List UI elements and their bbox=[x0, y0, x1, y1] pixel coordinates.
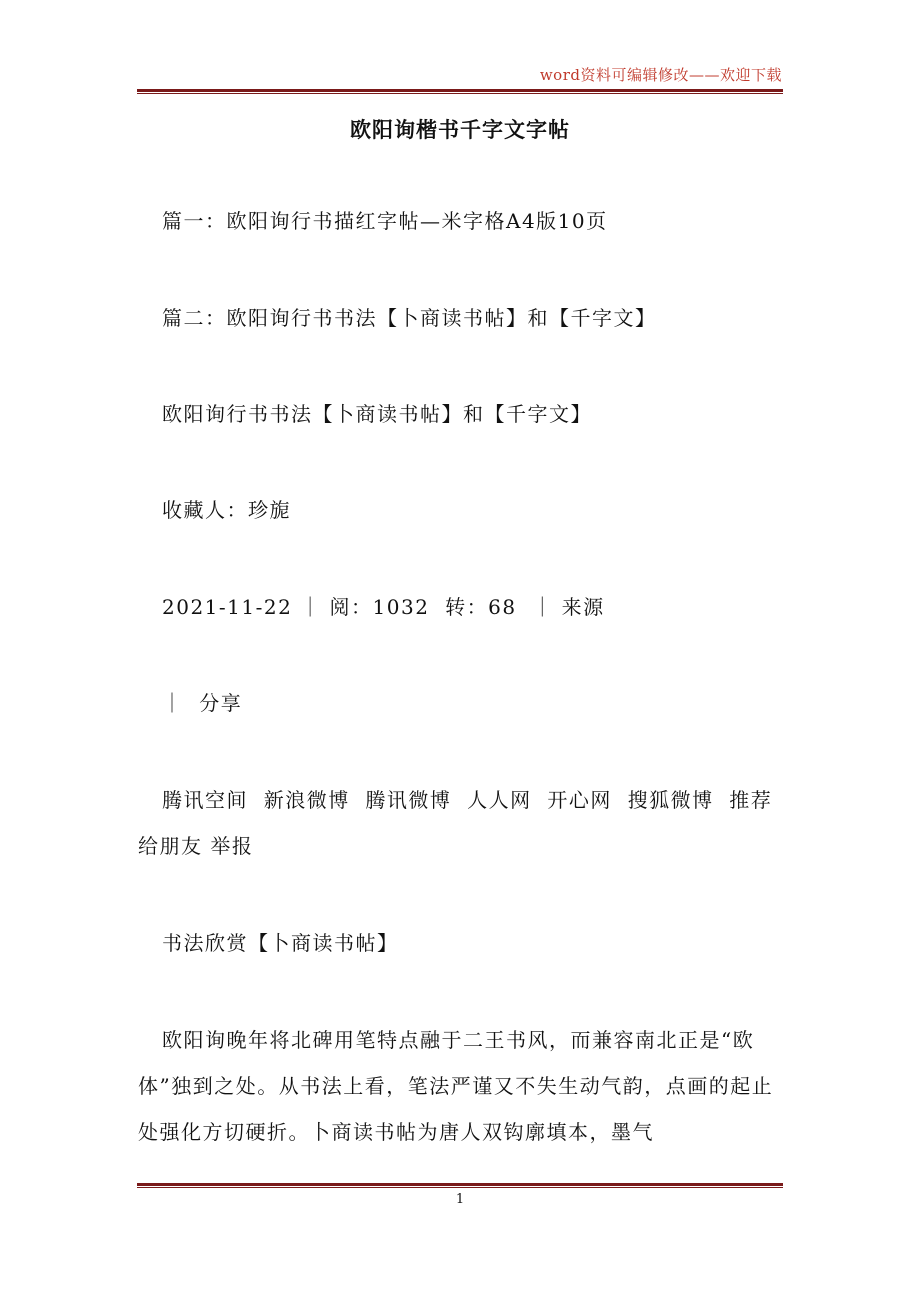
paragraph-body: 欧阳询晚年将北碑用笔特点融于二王书风，而兼容南北正是“欧体”独到之处。从书法上看，笔法严谨又不失生动气韵，点画的起止处强化方切硬折。卜商读书帖为唐人双钩廓填本，墨气 bbox=[138, 1028, 774, 1144]
paragraph-share-links: 腾讯空间 新浪微博 腾讯微博 人人网 开心网 搜狐微博 推荐给朋友 举报 bbox=[138, 788, 773, 858]
document-title: 欧阳询楷书千字文字帖 bbox=[350, 118, 570, 142]
footer-rule bbox=[137, 1183, 783, 1189]
header-rule bbox=[137, 89, 783, 95]
page-number: 1 bbox=[455, 1192, 465, 1207]
paragraph-section-one: 篇一：欧阳询行书描红字帖—米字格A4版10页 bbox=[162, 209, 608, 233]
header-note: word资料可编辑修改——欢迎下载 bbox=[539, 66, 782, 84]
paragraph-collector: 收藏人：珍旎 bbox=[162, 498, 291, 522]
paragraph-article-title: 欧阳询行书书法【卜商读书帖】和【千字文】 bbox=[162, 402, 592, 426]
paragraph-share: ｜ 分享 bbox=[162, 691, 243, 715]
paragraph-section-two: 篇二：欧阳询行书书法【卜商读书帖】和【千字文】 bbox=[162, 306, 657, 330]
paragraph-meta: 2021-11-22 ｜ 阅：1032 转：68 ｜ 来源 bbox=[162, 595, 605, 619]
paragraph-subheading: 书法欣赏【卜商读书帖】 bbox=[162, 931, 399, 955]
